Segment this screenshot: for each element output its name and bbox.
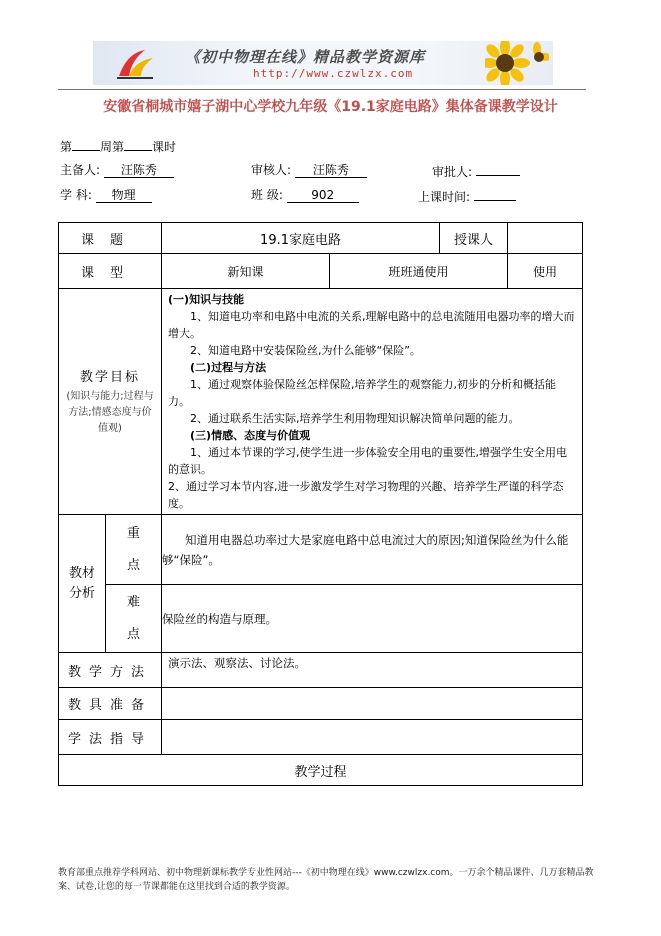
- lead-teacher: [60, 161, 174, 178]
- study-row: [59, 720, 583, 755]
- goals-row: [59, 289, 583, 515]
- week-prefix: 第: [60, 140, 73, 154]
- week-suffix: 课时: [152, 140, 177, 154]
- teacher-value[interactable]: [508, 223, 583, 254]
- teacher-label: 授课人: [440, 223, 508, 254]
- approver: [432, 161, 520, 180]
- goals-sublabel: (知识与能力;过程与方法;情感态度与价值观): [66, 391, 154, 434]
- method-label: 教学方法: [59, 653, 162, 688]
- study-value[interactable]: [162, 720, 583, 755]
- subject: [60, 186, 152, 203]
- week-blank[interactable]: [72, 136, 100, 151]
- lesson-plan-table: [58, 222, 583, 786]
- header-banner: [93, 41, 553, 85]
- process-row: [59, 755, 583, 786]
- goal-item: 2、通过联系生活实际,培养学生利用物理知识解决简单问题的能力。: [190, 412, 520, 425]
- goals-label: 教学目标: [80, 370, 141, 385]
- time-label: 上课时间:: [418, 190, 471, 204]
- method-value: 演示法、观察法、讨论法。: [162, 653, 583, 688]
- goal-item: 1、知道电功率和电路中电流的关系,理解电路中的总电流随用电器功率的增大而增大。: [168, 310, 575, 340]
- topic-value: 19.1家庭电路: [162, 223, 440, 254]
- process-label: 教学过程: [59, 755, 583, 786]
- study-label: 学法指导: [59, 720, 162, 755]
- tools-value[interactable]: [162, 688, 583, 720]
- key-point-text: 知道用电器总功率过大是家庭电路中总电流过大的原因;知道保险丝为什么能够“保险”。: [162, 515, 583, 585]
- key-point-label: [106, 515, 162, 585]
- type-label: 课型: [59, 254, 162, 289]
- site-logo-icon: [115, 46, 155, 80]
- method-row: [59, 653, 583, 688]
- key-point-row: [59, 515, 583, 585]
- material-label-2: 分析: [68, 585, 95, 601]
- diff-label-1: 难: [127, 594, 141, 610]
- goals-content: [162, 289, 583, 515]
- lead-value: 汪陈秀: [104, 163, 174, 178]
- document-title: 安徽省桐城市嬉子湖中心学校九年级《19.1家庭电路》集体备课教学设计: [103, 99, 558, 115]
- material-analysis-label: [59, 515, 106, 653]
- approver-label: 审批人:: [432, 165, 473, 179]
- goals-label-cell: [59, 289, 162, 515]
- reviewer-value: 汪陈秀: [295, 163, 367, 178]
- reviewer-label: 审核人:: [251, 163, 292, 177]
- difficulty-label: [106, 585, 162, 653]
- goal-heading-2: (二)过程与方法: [190, 361, 267, 374]
- goal-item: 1、通过观察体验保险丝怎样保险,培养学生的观察能力,初步的分析和概括能力。: [168, 378, 557, 408]
- common-label: 班班通使用: [330, 254, 508, 289]
- banner-title: 《初中物理在线》精品教学资源库: [185, 48, 426, 66]
- diff-label-2: 点: [127, 626, 141, 642]
- key-label-2: 点: [127, 557, 141, 573]
- subject-label: 学 科:: [60, 188, 92, 202]
- time-blank[interactable]: [474, 186, 516, 201]
- difficulty-row: [59, 585, 583, 653]
- goal-item: 1、通过本节课的学习,使学生进一步体验安全用电的重要性,增强学生安全用电的意识。: [168, 446, 568, 476]
- difficulty-text: 保险丝的构造与原理。: [162, 585, 583, 653]
- subject-value: 物理: [96, 188, 152, 203]
- header-rule: [58, 89, 586, 90]
- sunflower-icon: [485, 41, 549, 85]
- lead-label: 主备人:: [60, 163, 101, 177]
- approver-blank[interactable]: [476, 161, 520, 176]
- topic-label: 课题: [59, 223, 162, 254]
- material-label-1: 教材: [68, 565, 95, 581]
- banner-url[interactable]: http://www.czwlzx.com: [253, 67, 414, 80]
- class-label: 班 级:: [251, 188, 283, 202]
- class-value: 902: [287, 188, 359, 203]
- goal-item: 2、通过学习本节内容,进一步激发学生对学习物理的兴趣、培养学生严谨的科学态度。: [168, 480, 564, 510]
- tools-label: 教具准备: [59, 688, 162, 720]
- goal-heading-3: (三)情感、态度与价值观: [190, 429, 311, 442]
- type-value: 新知课: [162, 254, 330, 289]
- topic-row: [59, 223, 583, 254]
- period-blank[interactable]: [124, 136, 152, 151]
- tools-row: [59, 688, 583, 720]
- key-label-1: 重: [127, 525, 141, 541]
- goal-heading-1: (一)知识与技能: [168, 293, 245, 306]
- reviewer: [251, 161, 367, 178]
- week-middle: 周第: [100, 140, 125, 154]
- week-line: [60, 136, 176, 155]
- class-time: [418, 186, 516, 205]
- goal-item: 2、知道电路中安装保险丝,为什么能够“保险”。: [190, 344, 421, 357]
- class: [251, 186, 359, 203]
- type-row: [59, 254, 583, 289]
- common-value: 使用: [508, 254, 583, 289]
- footer-note: 教育部重点推荐学科网站、初中物理新课标教学专业性网站---《初中物理在线》www.czwlzx.com。一万余个精品课件、几万套精品教案、试卷,让您的每一节课都能在这里找到合适的教学资源。: [58, 868, 594, 892]
